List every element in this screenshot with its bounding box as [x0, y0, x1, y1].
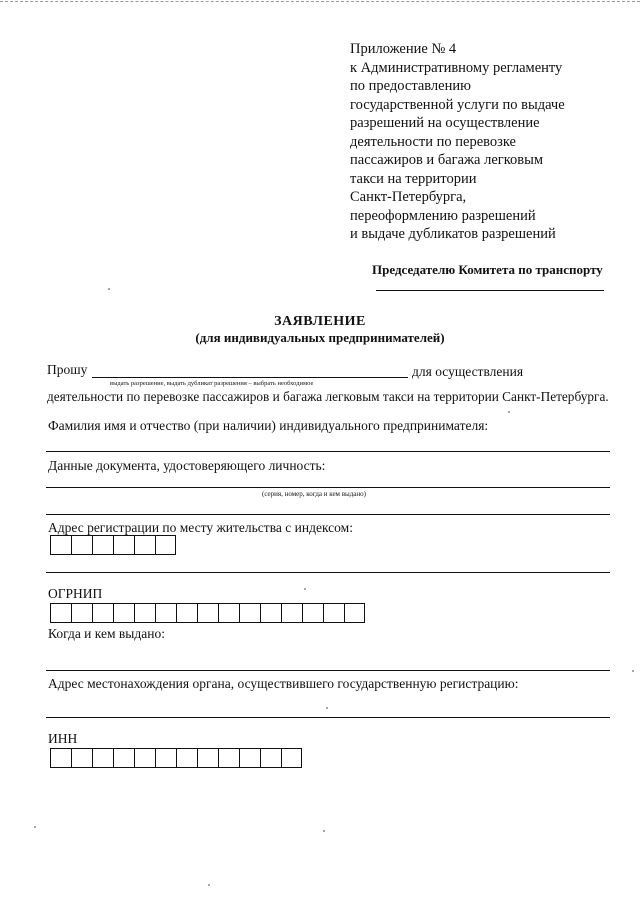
id-document-hint: (серия, номер, когда и кем выдано): [262, 490, 366, 498]
ogrnip-cell[interactable]: [218, 603, 239, 623]
inn-boxes[interactable]: [50, 748, 302, 768]
address-label: Адрес регистрации по месту жительства с индексом:: [48, 520, 353, 535]
appendix-line: к Административному регламенту: [350, 59, 563, 76]
postal-index-cell[interactable]: [155, 535, 176, 555]
appendix-line: такси на территории: [350, 170, 477, 187]
request-suffix: для осуществления: [412, 364, 524, 379]
full-name-line[interactable]: [46, 451, 610, 452]
issued-label: Когда и кем выдано:: [48, 626, 165, 641]
appendix-line: государственной услуги по выдаче: [350, 96, 565, 113]
ogrnip-cell[interactable]: [134, 603, 155, 623]
document-title: ЗАЯВЛЕНИЕ: [274, 314, 366, 329]
appendix-line: по предоставлению: [350, 78, 471, 94]
scan-speck: [508, 411, 510, 413]
appendix-line: и выдаче дубликатов разрешений: [350, 226, 556, 242]
ogrnip-cell[interactable]: [260, 603, 281, 623]
appendix-line: Приложение № 4: [350, 41, 457, 57]
scan-top-edge: [0, 1, 640, 2]
ogrnip-cell[interactable]: [197, 603, 218, 623]
id-document-line[interactable]: [46, 487, 610, 488]
postal-index-cell[interactable]: [113, 535, 134, 555]
postal-index-cell[interactable]: [71, 535, 92, 555]
inn-cell[interactable]: [155, 748, 176, 768]
ogrnip-cell[interactable]: [176, 603, 197, 623]
id-document-label: Данные документа, удостоверяющего личность:: [48, 458, 326, 473]
inn-cell[interactable]: [92, 748, 113, 768]
scan-speck: [326, 707, 328, 709]
address-line[interactable]: [46, 572, 610, 573]
ogrnip-cell[interactable]: [344, 603, 365, 623]
scan-speck: [34, 826, 36, 828]
ogrnip-cell[interactable]: [239, 603, 260, 623]
addressee: Председателю Комитета по транспорту: [372, 262, 603, 277]
ogrnip-cell[interactable]: [50, 603, 71, 623]
full-name-label: Фамилия имя и отчество (при наличии) индивидуального предпринимателя:: [48, 418, 489, 433]
postal-index-cell[interactable]: [92, 535, 113, 555]
appendix-line: разрешений на осуществление: [350, 115, 540, 131]
appendix-line: переоформлению разрешений: [350, 207, 536, 224]
inn-cell[interactable]: [134, 748, 155, 768]
document-subtitle: (для индивидуальных предпринимателей): [195, 330, 445, 345]
scan-speck: [632, 670, 634, 672]
inn-cell[interactable]: [260, 748, 281, 768]
appendix-line: Санкт-Петербурга,: [350, 189, 467, 205]
ogrnip-cell[interactable]: [155, 603, 176, 623]
ogrnip-label: ОГРНИП: [48, 586, 103, 601]
scan-speck: [304, 588, 306, 590]
ogrnip-cell[interactable]: [71, 603, 92, 623]
ogrnip-cell[interactable]: [281, 603, 302, 623]
request-type-line[interactable]: [92, 377, 408, 378]
inn-cell[interactable]: [113, 748, 134, 768]
ogrnip-cell[interactable]: [92, 603, 113, 623]
postal-index-boxes[interactable]: [50, 535, 176, 555]
inn-cell[interactable]: [197, 748, 218, 768]
request-type-hint: выдать разрешение, выдать дубликат разрешения – выбрать необходимое: [110, 380, 314, 387]
addressee-name-line[interactable]: [376, 290, 604, 291]
ogrnip-cell[interactable]: [113, 603, 134, 623]
request-prefix: Прошу: [47, 362, 88, 377]
registration-body-line[interactable]: [46, 717, 610, 718]
postal-index-cell[interactable]: [50, 535, 71, 555]
scan-speck: [108, 288, 110, 290]
ogrnip-boxes[interactable]: [50, 603, 365, 623]
inn-label: ИНН: [48, 731, 78, 746]
id-document-line-2[interactable]: [46, 514, 610, 515]
ogrnip-cell[interactable]: [302, 603, 323, 623]
inn-cell[interactable]: [71, 748, 92, 768]
scan-speck: [208, 884, 210, 886]
inn-cell[interactable]: [218, 748, 239, 768]
appendix-line: деятельности по перевозке: [350, 133, 516, 150]
issued-line[interactable]: [46, 670, 610, 671]
appendix-line: пассажиров и багажа легковым: [350, 152, 544, 168]
inn-cell[interactable]: [281, 748, 302, 768]
appendix-header: [350, 40, 620, 244]
inn-cell[interactable]: [239, 748, 260, 768]
inn-cell[interactable]: [176, 748, 197, 768]
scan-speck: [323, 830, 325, 832]
registration-body-label: Адрес местонахождения органа, осуществившего государственную регистрацию:: [48, 676, 519, 691]
request-continuation: деятельности по перевозке пассажиров и багажа легковым такси на территории Санкт-Петербурга.: [47, 389, 609, 404]
postal-index-cell[interactable]: [134, 535, 155, 555]
ogrnip-cell[interactable]: [323, 603, 344, 623]
inn-cell[interactable]: [50, 748, 71, 768]
